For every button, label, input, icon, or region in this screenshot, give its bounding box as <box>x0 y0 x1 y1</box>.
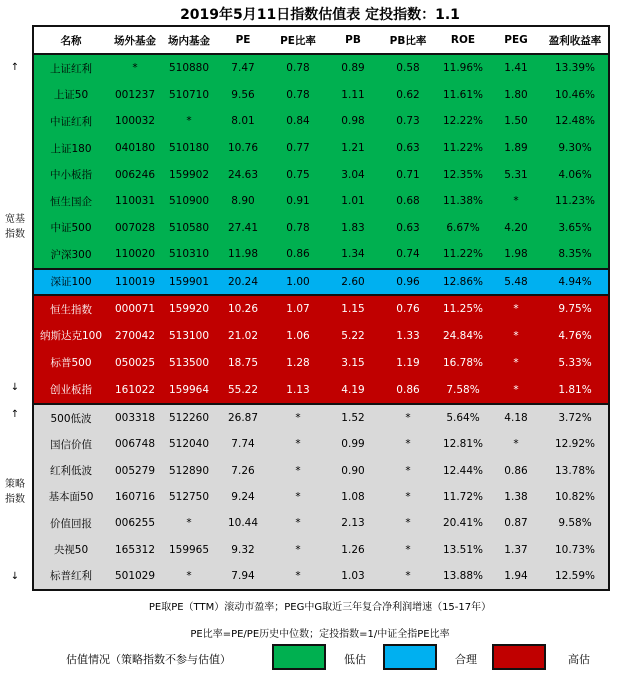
table-cell: 9.75% <box>558 303 592 316</box>
table-cell: 11.25% <box>442 303 484 316</box>
group-green <box>34 55 608 268</box>
table-cell: 10.44 <box>227 517 259 530</box>
group-gray <box>34 405 608 589</box>
index-name: 恒生国企 <box>50 195 92 208</box>
index-name: 红利低波 <box>50 465 92 478</box>
table-cell: 13.51% <box>442 543 484 556</box>
table-cell: 1.83 <box>341 221 365 234</box>
table-cell: 270042 <box>114 329 156 342</box>
legend-text-low: 低估 <box>344 653 366 666</box>
table-cell: 510310 <box>168 248 210 261</box>
table-cell: * <box>513 195 519 208</box>
table-cell: 24.84% <box>442 329 484 342</box>
table-cell: 1.80 <box>504 88 528 101</box>
table-cell: 9.24 <box>231 490 255 503</box>
table-cell: 0.78 <box>286 88 310 101</box>
table-cell: 3.72% <box>558 412 592 425</box>
table-row <box>34 431 608 457</box>
table-row <box>34 296 608 323</box>
table-cell: 510710 <box>168 88 210 101</box>
table-cell: 1.34 <box>341 248 365 261</box>
table-row <box>34 376 608 403</box>
table-cell: 159902 <box>168 168 210 181</box>
table-cell: 1.33 <box>396 329 420 342</box>
page-title: 2019年5月11日指数估值表 定投指数：1.1 <box>180 7 460 23</box>
table-cell: 0.84 <box>286 115 310 128</box>
table-cell: 7.74 <box>231 438 255 451</box>
table-cell: 003318 <box>114 412 156 425</box>
table-row <box>34 55 608 82</box>
table-cell: 7.26 <box>231 464 255 477</box>
table-cell: 1.50 <box>504 115 528 128</box>
table-cell: 5.48 <box>504 275 528 288</box>
table-cell: * <box>405 412 411 425</box>
table-cell: 16.78% <box>442 356 484 369</box>
column-header: PE比率 <box>280 34 316 47</box>
table-cell: 7.47 <box>231 62 255 75</box>
table-cell: 2.13 <box>341 517 365 530</box>
table-cell: * <box>186 569 192 582</box>
table-cell: 5.22 <box>341 329 365 342</box>
table-cell: * <box>295 569 301 582</box>
table-cell: 13.78% <box>554 464 596 477</box>
table-cell: 001237 <box>114 88 156 101</box>
group-red <box>34 296 608 405</box>
table-cell: * <box>405 490 411 503</box>
table-cell: 100032 <box>114 115 156 128</box>
table-cell: 1.19 <box>396 356 420 369</box>
table-row <box>34 536 608 562</box>
table-cell: 1.08 <box>341 490 365 503</box>
table-cell: * <box>405 569 411 582</box>
table-cell: 159964 <box>168 383 210 396</box>
table-row <box>34 161 608 188</box>
table-cell: 512260 <box>168 412 210 425</box>
table-cell: 6.67% <box>446 221 480 234</box>
table-cell: 10.46% <box>554 88 596 101</box>
arrow-down-icon: ↓ <box>10 382 20 393</box>
table-cell: * <box>513 303 519 316</box>
index-name: 500低波 <box>50 412 92 425</box>
arrow-up-icon: ↑ <box>10 409 20 420</box>
table-cell: 12.44% <box>442 464 484 477</box>
arrow-down-icon: ↓ <box>10 571 20 582</box>
table-cell: 5.31 <box>504 168 528 181</box>
table-row <box>34 270 608 294</box>
table-cell: 12.86% <box>442 275 484 288</box>
table-cell: 510180 <box>168 142 210 155</box>
table-row <box>34 510 608 536</box>
table-cell: 110020 <box>114 248 156 261</box>
index-name: 中证红利 <box>50 115 92 128</box>
table-cell: 501029 <box>114 569 156 582</box>
table-cell: * <box>513 383 519 396</box>
table-cell: 10.82% <box>554 490 596 503</box>
index-name: 上证50 <box>53 89 89 102</box>
table-cell: * <box>513 329 519 342</box>
table-cell: 040180 <box>114 142 156 155</box>
table-cell: 1.00 <box>286 275 310 288</box>
table-row <box>34 215 608 242</box>
index-name: 国信价值 <box>50 438 92 451</box>
column-header: 名称 <box>60 34 82 47</box>
footnote-pe: PE取PE（TTM）滚动市盈率；PEG中G取近三年复合净利润增速（15-17年） <box>148 602 492 613</box>
table-cell: 10.76 <box>227 142 259 155</box>
index-name: 标普红利 <box>50 570 92 583</box>
table-cell: 8.90 <box>231 195 255 208</box>
table-cell: 12.22% <box>442 115 484 128</box>
table-row <box>34 82 608 109</box>
table-cell: 11.96% <box>442 62 484 75</box>
column-header: PEG <box>504 34 528 46</box>
column-header: 盈利收益率 <box>548 34 602 47</box>
index-name: 纳斯达克100 <box>39 330 103 343</box>
table-cell: 10.73% <box>554 543 596 556</box>
index-name: 央视50 <box>53 544 89 557</box>
table-cell: 1.21 <box>341 142 365 155</box>
table-cell: 000071 <box>114 303 156 316</box>
table-cell: 18.75 <box>227 356 259 369</box>
table-cell: 10.26 <box>227 303 259 316</box>
table-cell: 510880 <box>168 62 210 75</box>
table-cell: 8.35% <box>558 248 592 261</box>
table-cell: 513100 <box>168 329 210 342</box>
table-cell: 20.24 <box>227 275 259 288</box>
table-cell: 0.86 <box>504 464 528 477</box>
table-cell: 2.60 <box>341 275 365 288</box>
table-cell: 1.94 <box>504 569 528 582</box>
table-row <box>34 108 608 135</box>
legend-swatch-low <box>272 644 326 670</box>
table-cell: 24.63 <box>227 168 259 181</box>
table-cell: 1.89 <box>504 142 528 155</box>
table-cell: * <box>132 62 138 75</box>
table-cell: 1.03 <box>341 569 365 582</box>
table-cell: * <box>186 115 192 128</box>
table-cell: 1.52 <box>341 412 365 425</box>
table-cell: * <box>295 412 301 425</box>
table-cell: 0.91 <box>286 195 310 208</box>
table-cell: * <box>295 438 301 451</box>
table-cell: 1.06 <box>286 329 310 342</box>
table-row <box>34 241 608 268</box>
table-cell: 512040 <box>168 438 210 451</box>
column-header: ROE <box>450 34 476 46</box>
table-cell: 0.63 <box>396 221 420 234</box>
legend-swatch-fair <box>383 644 437 670</box>
column-header: 场外基金 <box>114 34 156 47</box>
index-name: 基本面50 <box>48 491 94 504</box>
index-name: 上证红利 <box>50 62 92 75</box>
table-cell: * <box>405 464 411 477</box>
table-row <box>34 349 608 376</box>
table-cell: 12.92% <box>554 438 596 451</box>
table-cell: * <box>295 517 301 530</box>
legend-text-high: 高估 <box>568 653 590 666</box>
table-cell: 0.89 <box>341 62 365 75</box>
arrow-up-icon: ↑ <box>10 62 20 73</box>
table-cell: 1.15 <box>341 303 365 316</box>
table-cell: 4.76% <box>558 329 592 342</box>
table-cell: 1.26 <box>341 543 365 556</box>
table-cell: 12.48% <box>554 115 596 128</box>
table-cell: 4.19 <box>341 383 365 396</box>
table-cell: 0.73 <box>396 115 420 128</box>
table-cell: 006748 <box>114 438 156 451</box>
table-cell: 006246 <box>114 168 156 181</box>
table-cell: 7.94 <box>231 569 255 582</box>
table-cell: 11.98 <box>227 248 259 261</box>
table-cell: 21.02 <box>227 329 259 342</box>
valuation-table <box>32 25 610 591</box>
table-cell: 4.94% <box>558 275 592 288</box>
table-cell: 110019 <box>114 275 156 288</box>
table-cell: 1.81% <box>558 383 592 396</box>
table-cell: 11.22% <box>442 142 484 155</box>
table-cell: 55.22 <box>227 383 259 396</box>
table-cell: 1.28 <box>286 356 310 369</box>
table-cell: 512890 <box>168 464 210 477</box>
table-row <box>34 563 608 589</box>
table-cell: 9.30% <box>558 142 592 155</box>
table-cell: 110031 <box>114 195 156 208</box>
table-cell: 3.15 <box>341 356 365 369</box>
strategy-index-label: 策略指数 <box>5 479 25 505</box>
table-cell: 1.01 <box>341 195 365 208</box>
table-row <box>34 323 608 350</box>
table-cell: 12.59% <box>554 569 596 582</box>
table-cell: 7.58% <box>446 383 480 396</box>
legend-swatch-high <box>492 644 546 670</box>
table-cell: 0.86 <box>286 248 310 261</box>
table-cell: 26.87 <box>227 412 259 425</box>
table-header <box>34 27 608 55</box>
table-cell: 510900 <box>168 195 210 208</box>
table-cell: 0.78 <box>286 221 310 234</box>
table-cell: 9.58% <box>558 517 592 530</box>
table-cell: 11.38% <box>442 195 484 208</box>
legend <box>0 644 640 672</box>
broad-index-label: 宽基指数 <box>5 214 25 240</box>
table-row <box>34 135 608 162</box>
table-cell: 0.96 <box>396 275 420 288</box>
table-cell: 1.13 <box>286 383 310 396</box>
table-cell: 159920 <box>168 303 210 316</box>
table-cell: 9.56 <box>231 88 255 101</box>
table-cell: 0.99 <box>341 438 365 451</box>
table-cell: * <box>186 517 192 530</box>
table-cell: 4.06% <box>558 168 592 181</box>
table-cell: 5.64% <box>446 412 480 425</box>
table-cell: 1.38 <box>504 490 528 503</box>
table-cell: 13.88% <box>442 569 484 582</box>
index-name: 标普500 <box>50 357 92 370</box>
table-cell: 1.11 <box>341 88 365 101</box>
table-cell: 11.23% <box>554 195 596 208</box>
table-row <box>34 188 608 215</box>
table-row <box>34 484 608 510</box>
table-cell: * <box>513 438 519 451</box>
table-cell: 1.07 <box>286 303 310 316</box>
table-cell: * <box>405 438 411 451</box>
table-cell: 0.76 <box>396 303 420 316</box>
group-blue <box>34 268 608 296</box>
table-cell: 11.22% <box>442 248 484 261</box>
table-cell: 12.35% <box>442 168 484 181</box>
table-cell: * <box>405 543 411 556</box>
table-cell: 11.61% <box>442 88 484 101</box>
index-name: 深证100 <box>50 276 92 289</box>
table-cell: 160716 <box>114 490 156 503</box>
table-cell: 0.63 <box>396 142 420 155</box>
index-name: 价值回报 <box>50 517 92 530</box>
table-cell: 161022 <box>114 383 156 396</box>
table-cell: 27.41 <box>227 221 259 234</box>
table-cell: 0.87 <box>504 517 528 530</box>
table-cell: 159901 <box>168 275 210 288</box>
table-cell: 007028 <box>114 221 156 234</box>
footnote-pe-ratio: PE比率=PE/PE历史中位数；定投指数=1/中证全指PE比率 <box>190 629 450 640</box>
index-name: 创业板指 <box>50 384 92 397</box>
table-cell: 4.18 <box>504 412 528 425</box>
index-name: 中小板指 <box>50 169 92 182</box>
table-cell: 0.68 <box>396 195 420 208</box>
table-cell: 0.58 <box>396 62 420 75</box>
table-cell: 0.71 <box>396 168 420 181</box>
table-cell: 0.62 <box>396 88 420 101</box>
table-cell: 510580 <box>168 221 210 234</box>
table-cell: 11.72% <box>442 490 484 503</box>
column-header: PB比率 <box>389 34 427 47</box>
table-cell: 0.74 <box>396 248 420 261</box>
table-cell: 512750 <box>168 490 210 503</box>
table-cell: 0.78 <box>286 62 310 75</box>
table-cell: 9.32 <box>231 543 255 556</box>
table-cell: 0.75 <box>286 168 310 181</box>
column-header: PE <box>235 34 251 46</box>
table-cell: 513500 <box>168 356 210 369</box>
table-cell: 5.33% <box>558 356 592 369</box>
table-cell: 0.98 <box>341 115 365 128</box>
table-cell: * <box>295 543 301 556</box>
table-cell: 20.41% <box>442 517 484 530</box>
table-cell: 1.37 <box>504 543 528 556</box>
legend-label: 估值情况（策略指数不参与估值） <box>66 653 231 666</box>
column-header: PB <box>345 34 361 46</box>
table-cell: 1.98 <box>504 248 528 261</box>
index-name: 上证180 <box>50 142 92 155</box>
table-row <box>34 458 608 484</box>
table-cell: 165312 <box>114 543 156 556</box>
table-cell: 005279 <box>114 464 156 477</box>
table-cell: * <box>405 517 411 530</box>
table-cell: 13.39% <box>554 62 596 75</box>
index-name: 沪深300 <box>50 248 92 261</box>
index-name: 中证500 <box>50 222 92 235</box>
table-cell: 8.01 <box>231 115 255 128</box>
index-name: 恒生指数 <box>50 303 92 316</box>
table-row <box>34 405 608 431</box>
table-cell: 3.04 <box>341 168 365 181</box>
table-cell: 006255 <box>114 517 156 530</box>
table-cell: * <box>513 356 519 369</box>
table-cell: 0.77 <box>286 142 310 155</box>
legend-text-fair: 合理 <box>455 653 477 666</box>
table-cell: 0.90 <box>341 464 365 477</box>
table-cell: 0.86 <box>396 383 420 396</box>
column-header: 场内基金 <box>168 34 210 47</box>
table-cell: * <box>295 464 301 477</box>
table-cell: 4.20 <box>504 221 528 234</box>
table-cell: 050025 <box>114 356 156 369</box>
table-cell: 3.65% <box>558 221 592 234</box>
table-cell: 159965 <box>168 543 210 556</box>
table-cell: * <box>295 490 301 503</box>
table-cell: 12.81% <box>442 438 484 451</box>
table-cell: 1.41 <box>504 62 528 75</box>
